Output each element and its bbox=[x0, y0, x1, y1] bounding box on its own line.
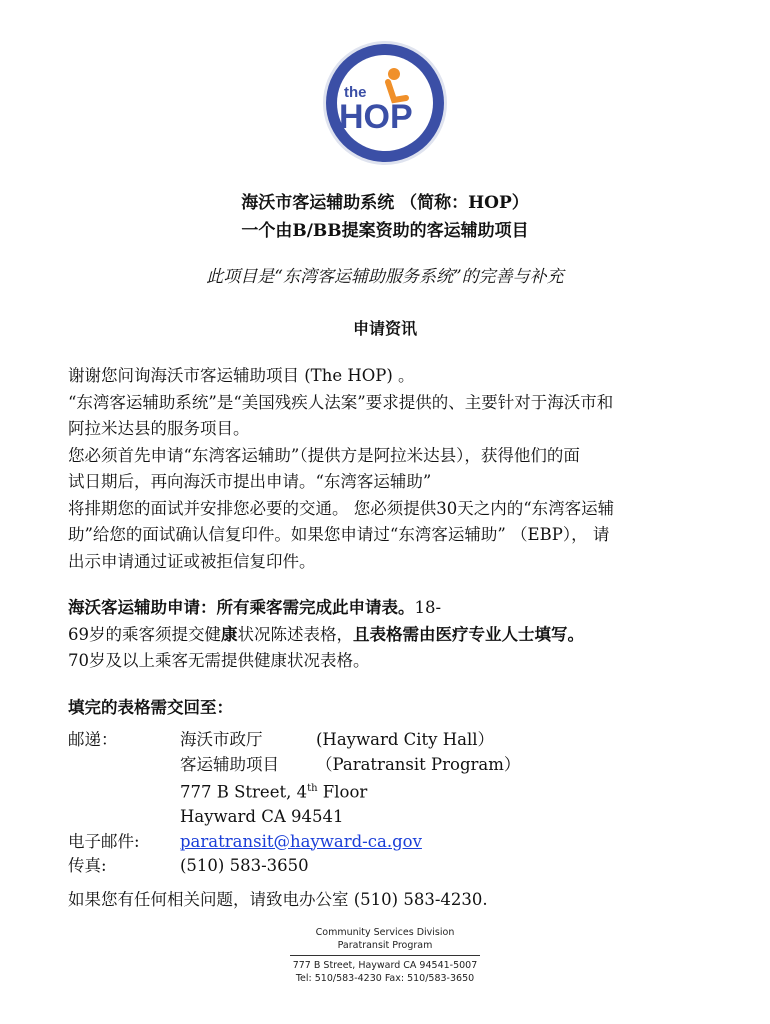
intro-paragraph bbox=[68, 363, 718, 575]
email-label: 电子邮件: bbox=[68, 831, 140, 851]
mail-line-1-cn: 海沃市政厅 bbox=[180, 730, 263, 749]
intro-line: 试日期后，再向海沃市提出申请。“东湾客运辅助” bbox=[68, 472, 432, 491]
mail-label: 邮递： bbox=[68, 730, 118, 749]
mail-row-3 bbox=[68, 777, 520, 805]
mail-row-2 bbox=[68, 753, 520, 778]
the-hop-logo bbox=[322, 40, 448, 166]
title-line-2: 一个由B/BB提案资助的客运辅助项目 bbox=[241, 221, 529, 241]
application-plain-c: 状况陈述表格， bbox=[237, 624, 353, 644]
logo-word-the: the bbox=[344, 84, 367, 101]
application-bold-b: 康 bbox=[221, 624, 238, 644]
mail-line-2-cn: 客运辅助项目 bbox=[180, 754, 279, 774]
subtitle: 此项目是“东湾客运辅助服务系统”的完善与补充 bbox=[206, 267, 564, 287]
footer-phone-fax: Tel: 510/583-4230 Fax: 510/583-3650 bbox=[295, 973, 475, 984]
intro-line: “东湾客运辅助系统”是“美国残疾人法案”要求提供的、主要针对于海沃市和 bbox=[68, 392, 614, 412]
intro-line: 阿拉米达县的服务项目。 bbox=[68, 419, 250, 438]
footer-address: 777 B Street, Hayward CA 94541-5007 bbox=[292, 960, 478, 971]
fax-row bbox=[68, 854, 520, 879]
application-bold-a: 海沃客运辅助申请：所有乘客需完成此申请表。 bbox=[68, 598, 415, 617]
application-line-3: 70岁及以上乘客无需提供健康状况表格。 bbox=[68, 651, 370, 670]
logo-figure-head bbox=[388, 68, 400, 80]
intro-line: 出示申请通过证或被拒信复印件。 bbox=[68, 551, 316, 571]
email-row bbox=[68, 830, 520, 855]
fax-number: (510) 583-3650 bbox=[180, 856, 309, 875]
logo-word-hop: HOP bbox=[339, 98, 413, 136]
application-bold-c: 且表格需由医疗专业人士填写。 bbox=[353, 624, 584, 644]
application-paragraph bbox=[68, 595, 718, 675]
return-heading: 填完的表格需交回至： bbox=[68, 698, 233, 717]
section-heading: 申请资讯 bbox=[352, 319, 417, 338]
fax-label: 传真: bbox=[68, 856, 107, 875]
mail-line-1-en: (Hayward City Hall） bbox=[316, 730, 495, 749]
footer-program: Paratransit Program bbox=[337, 940, 433, 951]
application-line-2 bbox=[68, 622, 718, 649]
application-line-1 bbox=[68, 595, 718, 622]
intro-line: 将排期您的面试并安排您必要的交通。 您必须提供30天之内的“东湾客运辅 bbox=[68, 498, 615, 518]
intro-line: 谢谢您问询海沃市客运辅助项目 (The HOP) 。 bbox=[68, 366, 415, 385]
mail-line-3: 777 B Street, 4th Floor bbox=[180, 782, 368, 802]
application-plain-b: 69岁的乘客须提交健 bbox=[68, 624, 221, 644]
intro-line: 您必须首先申请“东湾客运辅助”（提供方是阿拉米达县），获得他们的面 bbox=[68, 445, 580, 465]
footer-division: Community Services Division bbox=[315, 927, 455, 938]
application-plain-a: 18- bbox=[414, 598, 442, 617]
footer-divider bbox=[290, 955, 480, 956]
mail-row-4 bbox=[68, 805, 520, 830]
title-line-1: 海沃市客运辅助系统 （简称：HOP） bbox=[241, 193, 529, 213]
contact-block bbox=[68, 728, 520, 879]
mail-line-2-en: （Paratransit Program） bbox=[316, 754, 521, 774]
mail-row bbox=[68, 728, 520, 753]
intro-line: 助”给您的面试确认信复印件。如果您申请过“东湾客运辅助” （EBP）， 请 bbox=[68, 525, 610, 544]
email-link[interactable]: paratransit@hayward-ca.gov bbox=[180, 831, 422, 851]
closing-line: 如果您有任何相关问题，请致电办公室 (510) 583-4230. bbox=[68, 890, 488, 909]
mail-line-4: Hayward CA 94541 bbox=[180, 807, 344, 826]
